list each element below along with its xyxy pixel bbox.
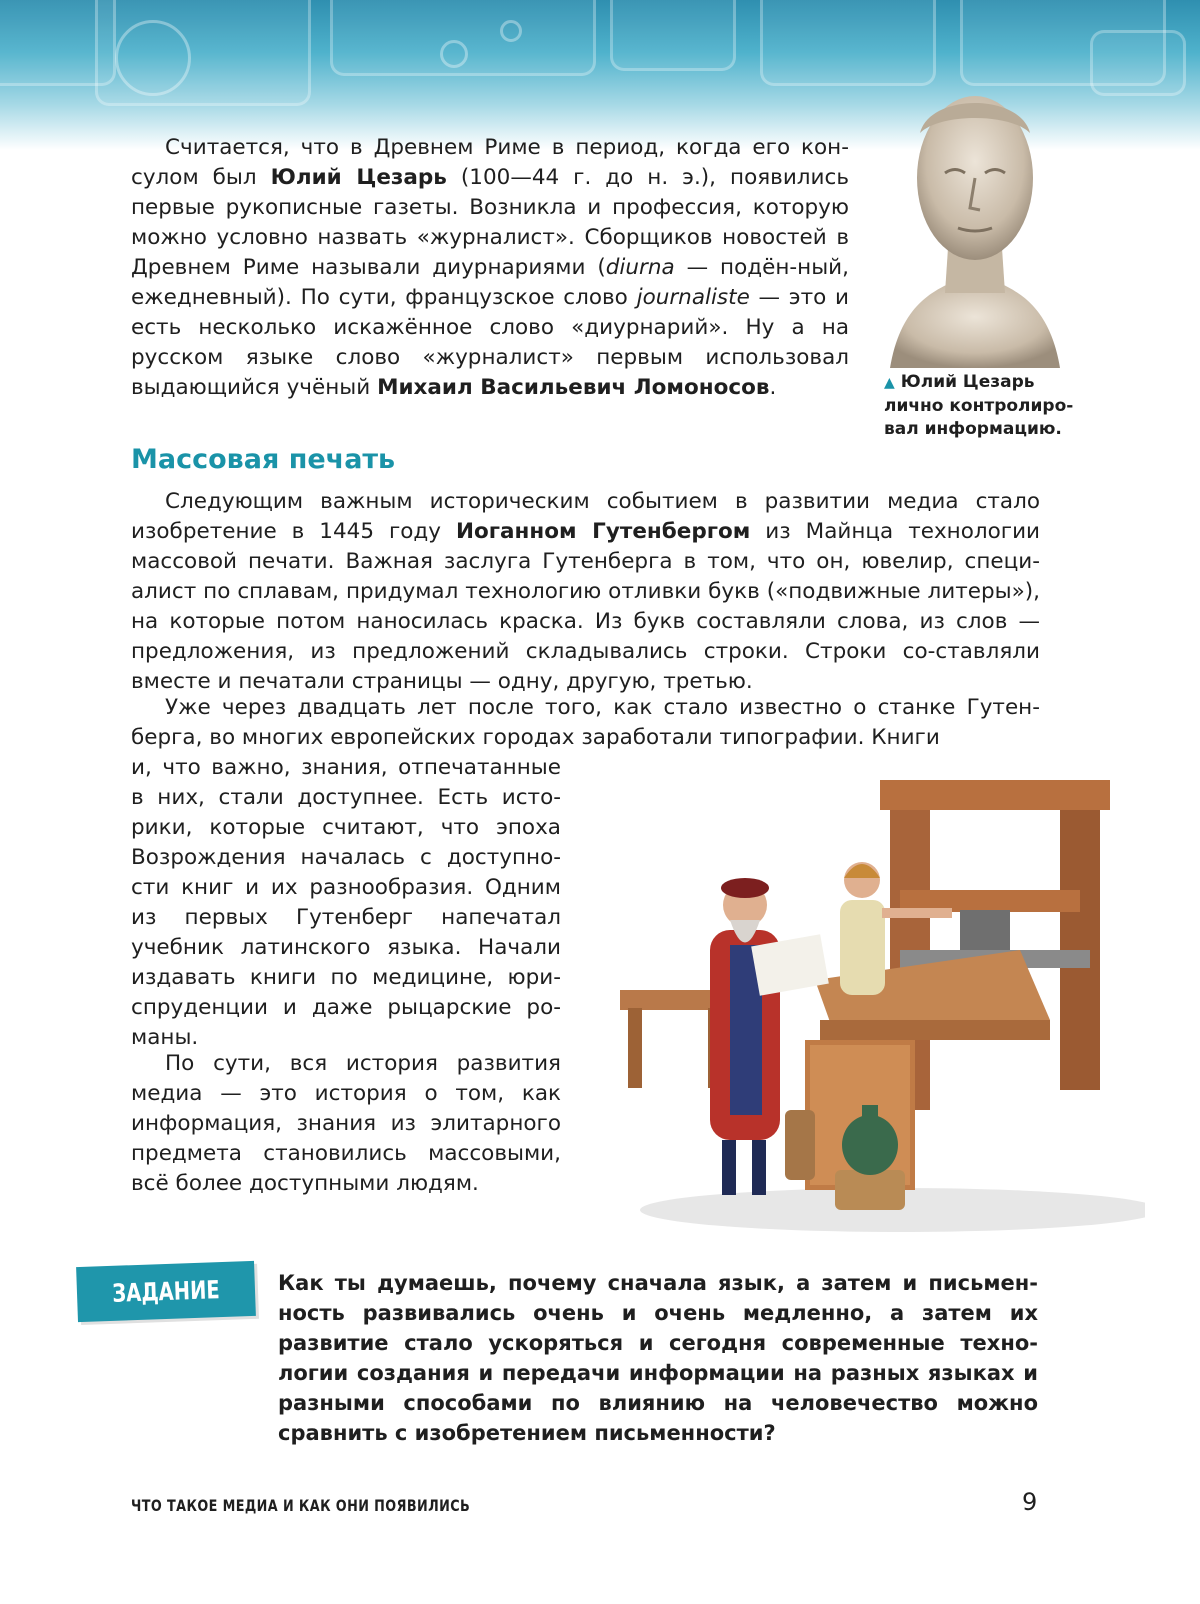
julius-caesar-bust-image xyxy=(890,78,1060,368)
section-heading: Массовая печать xyxy=(131,444,396,475)
diurna-term: diurna xyxy=(605,255,675,280)
journaliste-term: journaliste xyxy=(636,285,750,310)
gutenberg-paragraph: Следующим важным историческим событием в развитии медиа стало изобретение в 1445 году Иоганном Гутенбергом из Майнца технологии массовой печати. Важная заслуга Гутенберга в том, что он, ювелир, специ-алист по сплавам, придумал технологию отливки букв («подвижные литеры»), на которые потом наносилась краска. Из букв составляли слова, из слов — предложения, из предложений складывались строки. Строки со-ставляли вместе и печатали страницы — одну, другую, третью. xyxy=(131,489,1041,694)
printing-press-illustration xyxy=(600,780,1145,1235)
typography-paragraph-rest: и, что важно, знания, отпечатанные в них, стали доступнее. Есть исто-рики, которые считают, что эпоха Возрождения началась с доступно-сти книг и их разнообразия. Одним из первых Гутенберг напечатал учебник латинского языка. Начали издавать книги по медицине, юри-спруденции и даже рыцарские ро-маны. xyxy=(131,755,561,1050)
typography-paragraph-top: Уже через двадцать лет после того, как стало известно о станке Гутен-берга, во многих европейских городах заработали типографии. Книги xyxy=(131,695,1040,750)
julius-caesar-name: Юлий Цезарь xyxy=(270,165,447,190)
caesar-caption: ▲ Юлий Цезарь лично контролиро-вал информацию. xyxy=(884,372,1074,439)
triangle-up-icon: ▲ xyxy=(884,375,895,391)
lomonosov-name: Михаил Васильевич Ломоносов xyxy=(377,375,770,400)
intro-paragraph: Считается, что в Древнем Риме в период, когда его кон-сулом был Юлий Цезарь (100—44 г. до н. э.), появились первые рукописные газеты. Возникла и профессия, которую можно условно назвать «журналист». Сборщиков новостей в Древнем Риме называли диурнариями (diurna — подён-ный, ежедневный). По сути, французское слово journaliste — это и есть несколько искажённое слово «диурнарий». Ну а на русском языке слово «журналист» первым использовал выдающийся учёный Михаил Васильевич Ломоносов. xyxy=(131,135,850,400)
task-badge: ЗАДАНИЕ xyxy=(76,1261,256,1322)
footer-chapter-title: ЧТО ТАКОЕ МЕДИА И КАК ОНИ ПОЯВИЛИСЬ xyxy=(131,1496,471,1515)
page-number: 9 xyxy=(1022,1488,1038,1516)
gutenberg-name: Иоганном Гутенбергом xyxy=(455,519,751,544)
history-paragraph: По сути, вся история развития медиа — это история о том, как информация, знания из элитарного предмета становились массовыми, всё более доступными людям. xyxy=(131,1051,561,1196)
task-question: Как ты думаешь, почему сначала язык, а затем и письмен-ность развивались очень и очень медленно, а затем их развитие стало ускоряться и сегодня современные техно-логии создания и передачи информации на разных языках и разными способами по влиянию на человечество можно сравнить с изобретением письменности? xyxy=(278,1271,1038,1445)
